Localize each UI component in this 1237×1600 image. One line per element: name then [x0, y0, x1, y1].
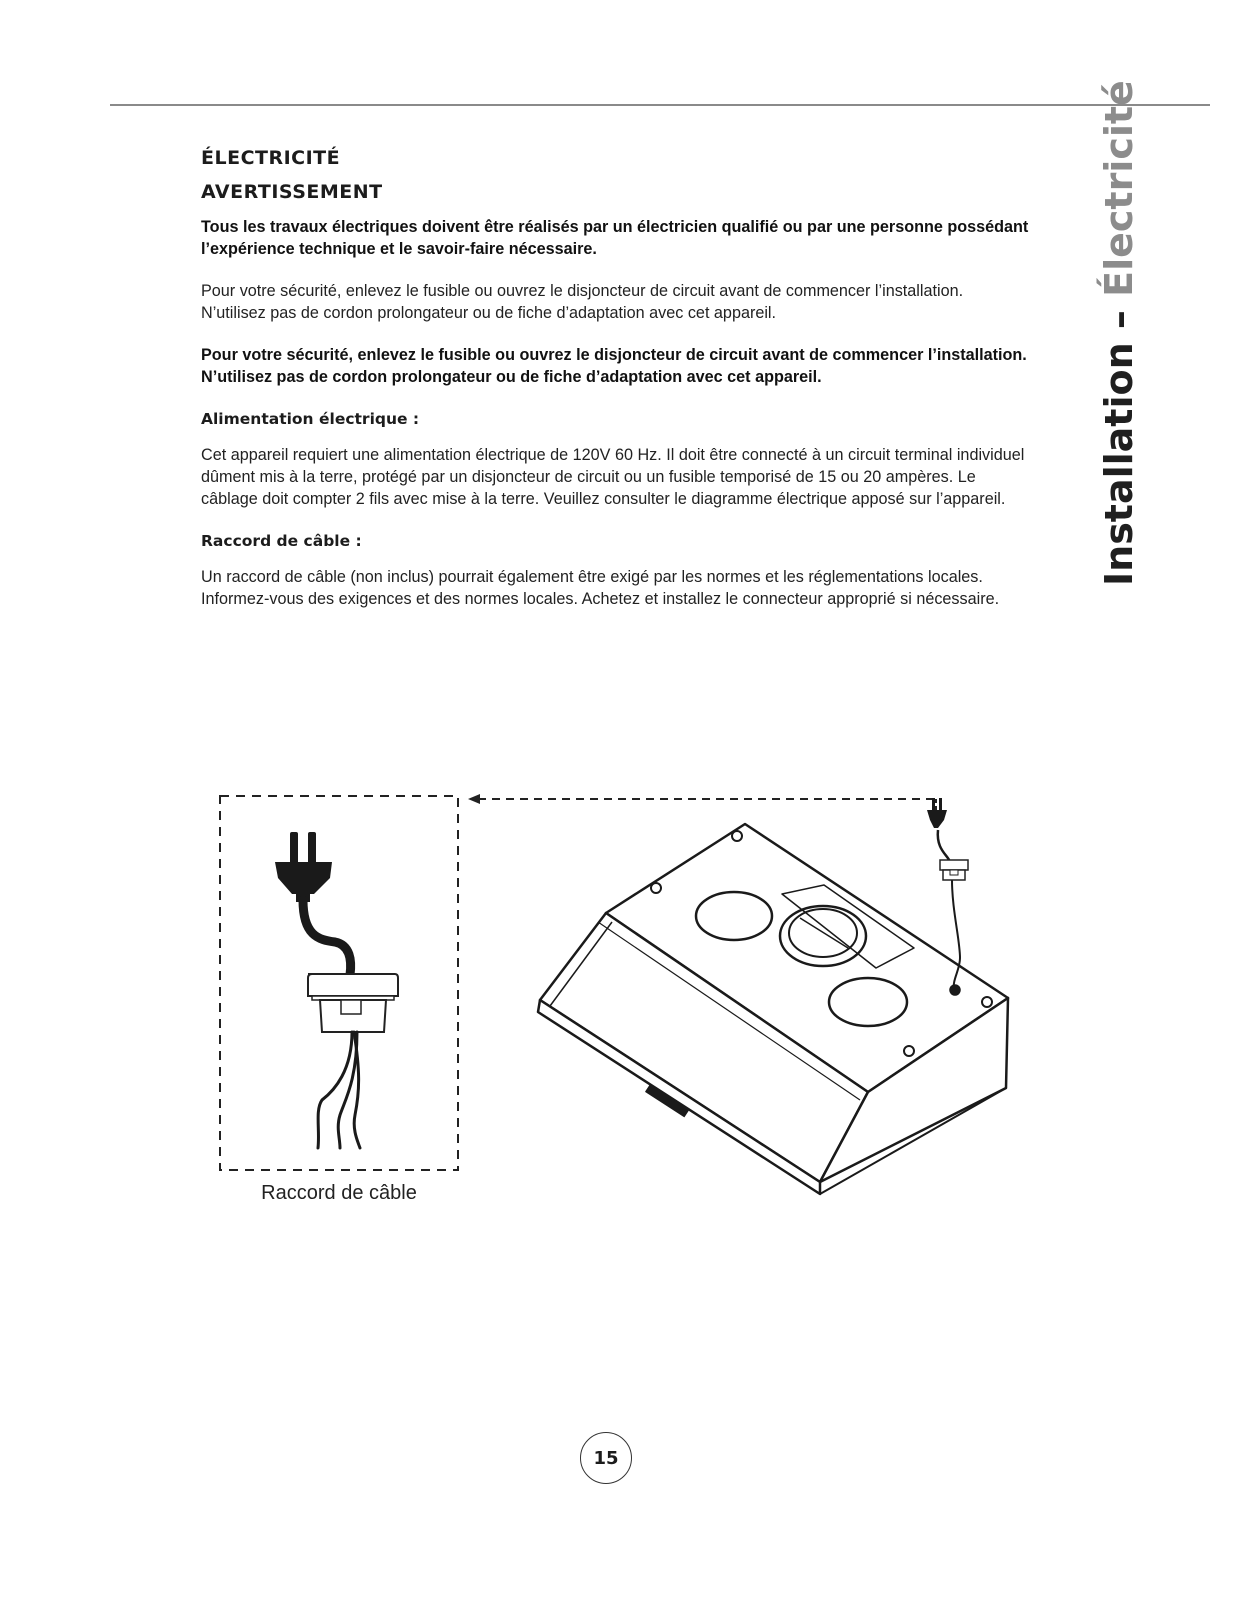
warning-heading: AVERTISSEMENT	[201, 181, 383, 203]
warning-text: Tous les travaux électriques doivent être réalisés par un électricien qualifié ou par une personne possédant l’expérience technique et le savoir-faire nécessaire.	[201, 218, 1029, 258]
cable-connector	[308, 974, 398, 1032]
top-rule	[110, 104, 1210, 106]
main-content	[201, 140, 1031, 610]
section-heading: ÉLECTRICITÉ	[201, 147, 341, 169]
cable-title: Raccord de câble :	[201, 532, 362, 550]
safety-note-bold: Pour votre sécurité, enlevez le fusible ou ouvrez le disjoncteur de circuit avant de commencer l’installation. N’utilisez pas de cordon prolongateur ou de fiche d’adaptation avec cet appareil.	[201, 346, 1027, 386]
page-number: 15	[580, 1432, 632, 1484]
wire-ends	[318, 1032, 360, 1148]
side-tab-part1: Installation –	[1097, 296, 1141, 586]
hood-plug-icon	[927, 798, 968, 880]
side-tab-part2: Électricité	[1097, 80, 1141, 297]
power-title: Alimentation électrique :	[201, 410, 420, 428]
figure-caption: Raccord de câble	[261, 1182, 417, 1204]
side-tab	[1097, 80, 1141, 586]
cable-connector-figure	[200, 770, 1040, 1220]
power-cord	[303, 900, 351, 975]
safety-note: Pour votre sécurité, enlevez le fusible ou ouvrez le disjoncteur de circuit avant de commencer l’installation. N’utilisez pas de cordon prolongateur ou de fiche d’adaptation avec cet appareil.	[201, 282, 964, 322]
power-text: Cet appareil requiert une alimentation électrique de 120V 60 Hz. Il doit être connecté à un circuit terminal individuel dûment mis à la terre, protégé par un disjoncteur de circuit ou un fusible temporisé de 15 ou 20 ampères. Le câblage doit compter 2 fils avec mise à la terre. Veuillez consulter le diagramme électrique apposé sur l’appareil.	[201, 446, 1025, 508]
plug-icon	[275, 832, 332, 902]
leader-arrow	[468, 794, 936, 810]
range-hood-drawing	[538, 824, 1008, 1194]
cable-text: Un raccord de câble (non inclus) pourrait également être exigé par les normes et les réglementations locales. Informez-vous des exigences et des normes locales. Achetez et installez le connecteur approprié si nécessaire.	[201, 568, 1000, 608]
